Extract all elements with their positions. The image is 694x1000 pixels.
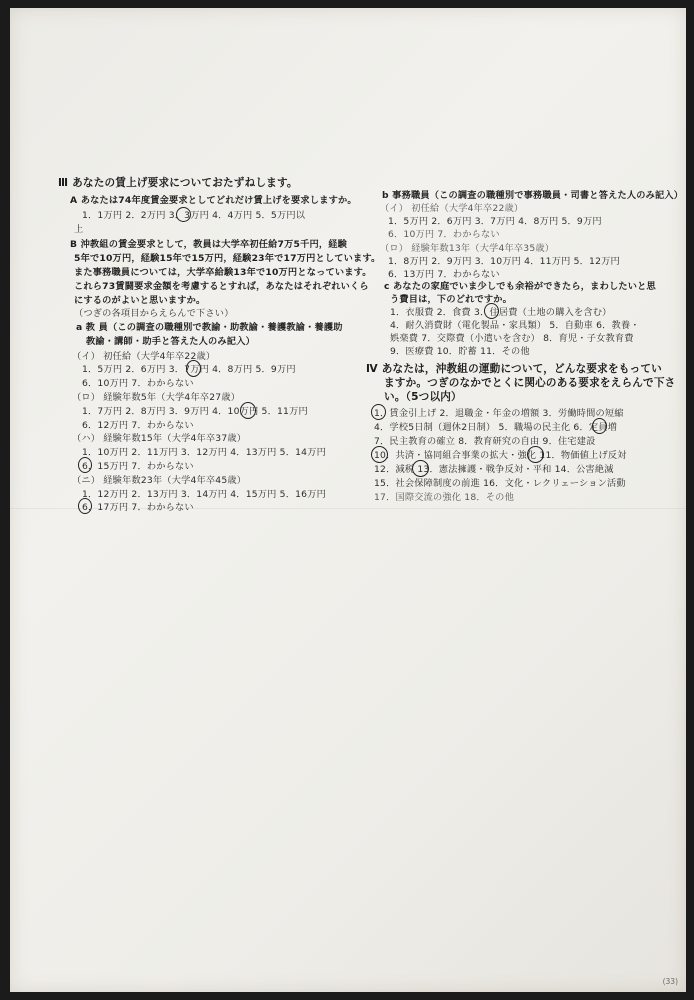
- teacher-i-options-1: 1．5万円 2．6万円 3．7万円 4．8万円 5．9万円: [82, 364, 296, 375]
- question-B-line-6: （つぎの各項目からえらんで下さい）: [74, 308, 234, 319]
- subsection-c-options-3: 娯楽費 7．交際費（小遣いを含む） 8．育児・子女教育費: [390, 333, 634, 344]
- clerk-ro-label: （ロ） 経験年数13年（大学4年卒35歳）: [380, 243, 555, 254]
- subsection-a-line-2: 教諭・講師・助手と答えた人のみ記入）: [86, 336, 255, 347]
- section4-options-1: 1．賃金引上げ 2．退職金・年金の増額 3．労働時間の短縮: [374, 408, 624, 419]
- answer-mark-ha-6: [78, 457, 92, 473]
- subsection-b-heading: b 事務職員（この調査の職種別で事務職員・司書と答えた人のみ記入）: [382, 190, 684, 201]
- answer-mark-ni-6: [78, 498, 92, 514]
- section3-heading: Ⅲ あなたの賃上げ要求についておたずねします。: [58, 177, 298, 189]
- question-B-line-2: 5年で10万円，経験15年で15万円，経験23年で17万円としています。: [74, 253, 381, 264]
- teacher-ha-options-2: 6．15万円 7．わからない: [82, 461, 194, 472]
- question-B-line-5: にするのがよいと思いますか。: [74, 295, 206, 306]
- paper-sheet: [10, 8, 686, 992]
- clerk-i-label: （イ） 初任給（大学4年卒22歳）: [380, 203, 524, 214]
- answer-mark-iv-13: [412, 460, 429, 477]
- section4-options-6: 15．社会保障制度の前進 16．文化・レクリェーション活動: [374, 478, 626, 489]
- question-B-line-3: また事務職員については，大学卒給験13年で10万円となっています。: [74, 267, 372, 278]
- teacher-ni-options-1: 1．12万円 2．13万円 3．14万円 4．15万円 5．16万円: [82, 489, 326, 500]
- page-number: (33): [662, 977, 678, 986]
- subsection-a-line-1: a 教 員（この調査の職種別で教諭・助教諭・養護教諭・養護助: [76, 322, 343, 333]
- question-A: A あなたは74年度賃金要求としてどれだけ賃上げを要求しますか。: [70, 195, 357, 206]
- subsection-c-line-2: う費目は，下のどれですか。: [390, 294, 513, 305]
- teacher-ni-options-2: 6．17万円 7．わからない: [82, 502, 194, 513]
- section4-options-2: 4．学校5日制（週休2日制） 5．職場の民主化 6．定員増: [374, 422, 617, 433]
- answer-mark-iv-11: [527, 446, 544, 463]
- section4-heading-2: ますか。つぎのなかでとくに関心のある要求をえらんで下さ: [384, 377, 676, 389]
- teacher-i-options-2: 6．10万円 7．わからない: [82, 378, 194, 389]
- answer-mark-ro-4: [240, 402, 256, 419]
- section4-heading-1: Ⅳ あなたは，沖教組の運動について，どんな要求をもってい: [366, 363, 662, 375]
- answer-mark-iv-1: [371, 404, 386, 420]
- teacher-ni-label: （ニ） 経験年数23年（大学4年卒45歳）: [72, 475, 247, 486]
- question-B-line-4: これら73賃闘要求金額を考慮するとすれば，あなたはそれぞれいくら: [74, 281, 369, 292]
- teacher-ro-options-2: 6．12万円 7．わからない: [82, 420, 194, 431]
- teacher-ha-label: （ハ） 経験年数15年（大学4年卒37歳）: [72, 433, 247, 444]
- teacher-ro-options-1: 1．7万円 2．8万円 3．9万円 4．10万円 5．11万円: [82, 406, 308, 417]
- teacher-ha-options-1: 1．10万円 2．11万円 3．12万円 4．13万円 5．14万円: [82, 447, 326, 458]
- section4-options-7: 17．国際交流の強化 18．その他: [374, 492, 514, 503]
- section4-options-3: 7．民主教育の確立 8．教育研究の自由 9．住宅建設: [374, 436, 596, 447]
- subsection-c-options-4: 9．医療費 10．貯蓄 11．その他: [390, 346, 530, 357]
- clerk-i-options-2: 6．10万円 7．わからない: [388, 229, 500, 240]
- teacher-ro-label: （ロ） 経験年数5年（大学4年卒27歳）: [72, 392, 241, 403]
- subsection-c-line-1: c あなたの家庭でいま少しでも余裕ができたら，まわしたいと思: [384, 281, 656, 292]
- section4-options-4: 10．共済・協同組合事業の拡大・強化 11．物価値上げ反対: [374, 450, 627, 461]
- clerk-i-options-1: 1．5万円 2．6万円 3．7万円 4．8万円 5．9万円: [388, 216, 602, 227]
- answer-mark-A-3: [176, 207, 191, 222]
- clerk-ro-options-1: 1．8万円 2．9万円 3．10万円 4．11万円 5．12万円: [388, 256, 620, 267]
- answer-mark-iv-6: [592, 418, 607, 434]
- question-A-options-2: 上: [74, 224, 84, 235]
- answer-mark-iv-10: [371, 446, 388, 463]
- answer-mark-i-3: [186, 360, 201, 377]
- subsection-c-options-2: 4．耐久消費財（電化製品・家具類） 5．自動車 6．教養・: [390, 320, 640, 331]
- clerk-ro-options-2: 6．13万円 7．わからない: [388, 269, 500, 280]
- section4-options-5: 12．減税 13．憲法擁護・戦争反対・平和 14．公害絶滅: [374, 464, 614, 475]
- subsection-c-options-1: 1．衣服費 2．食費 3．住居費（土地の購入を含む）: [390, 307, 612, 318]
- answer-mark-c-3: [484, 303, 499, 319]
- teacher-i-label: （イ） 初任給（大学4年卒22歳）: [72, 351, 216, 362]
- question-A-options-1: 1．1万円 2．2万円 3．3万円 4．4万円 5．5万円以: [82, 210, 306, 221]
- question-B-line-1: B 沖教組の賃金要求として，教員は大学卒初任給7万5千円，経験: [70, 239, 348, 250]
- section4-heading-3: い。（5つ以内）: [384, 391, 462, 403]
